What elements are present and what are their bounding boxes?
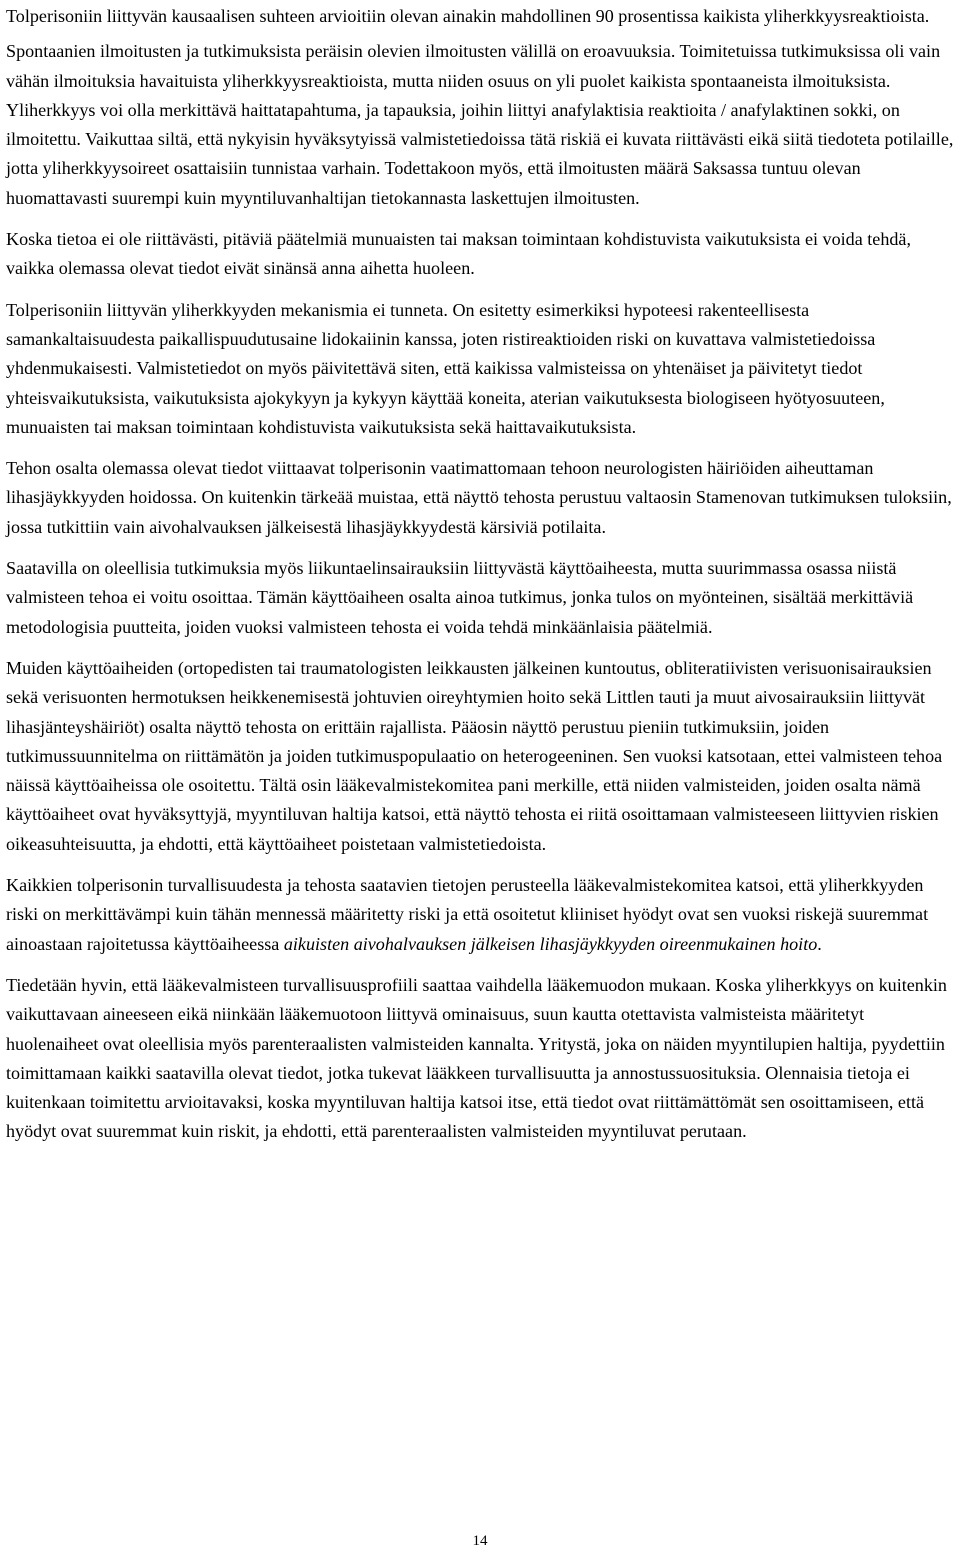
- paragraph-8: [6, 871, 956, 959]
- paragraph-9: Tiedetään hyvin, että lääkevalmisteen turvallisuusprofiili saattaa vaihdella lääkemuodon mukaan. Koska yliherkkyys on kuitenkin vaikuttavaan aineeseen eikä niinkään lääkemuotoon liittyvä ominaisuus, suun kautta otettavista valmisteista määritetyt huolenaiheet ovat oleellisia myös parenteraalisten valmisteiden kannalta. Yritystä, joka on näiden myyntilupien haltija, pyydettiin toimittamaan kaikki saatavilla olevat tiedot, jotka tukevat lääkkeen turvallisuutta ja annostussuosituksia. Olennaisia tietoja ei kuitenkaan toimitettu arvioitavaksi, koska myyntiluvan haltija katsoi itse, että tiedot ovat riittämättömät sen osoittamiseen, että hyödyt ovat suuremmat kuin riskit, ja ehdotti, että parenteraalisten valmisteiden myyntiluvat perutaan.: [6, 974, 947, 1142]
- paragraph-3: Koska tietoa ei ole riittävästi, pitäviä päätelmiä munuaisten tai maksan toimintaan kohdistuvista vaikutuksista ei voida tehdä, vaikka olemassa olevat tiedot eivät sinänsä anna aihetta huoleen.: [6, 229, 911, 279]
- paragraph-8-end: .: [817, 933, 822, 954]
- page-number: 14: [472, 1533, 488, 1549]
- document-page: [6, 2, 956, 1159]
- paragraph-8-italic: aikuisten aivohalvauksen jälkeisen lihasjäykkyyden oireenmukainen hoito: [283, 933, 818, 954]
- paragraph-5: Tehon osalta olemassa olevat tiedot viittaavat tolperisonin vaatimattomaan tehoon neurologisten häiriöiden aiheuttaman lihasjäykkyyden hoidossa. On kuitenkin tärkeää muistaa, että näyttö tehosta perustuu valtaosin Stamenovan tutkimuksen tuloksiin, jossa tutkittiin vain aivohalvauksen jälkeisestä lihasjäykkyydestä kärsiviä potilaita.: [6, 458, 952, 537]
- paragraph-7: Muiden käyttöaiheiden (ortopedisten tai traumatologisten leikkausten jälkeinen kuntoutus, obliteratiivisten verisuonisairauksien sekä verisuonten hermotuksen heikkenemisestä johtuvien oireyhtymien hoito sekä Littlen tauti ja muut aivosairauksiin liittyvät lihasjänteyshäiriöt) osalta näyttö tehosta on erittäin rajallista. Pääosin näyttö perustuu pieniin tutkimuksiin, joiden tutkimussuunnitelma on riittämätön ja joiden tutkimuspopulaatio on heterogeeninen. Sen vuoksi katsotaan, ettei valmisteen tehoa näissä käyttöaiheissa ole osoitettu. Tältä osin lääkevalmistekomitea pani merkille, että niiden valmisteiden, joiden osalta nämä käyttöaiheet ovat hyväksyttyjä, myyntiluvan haltija katsoi, että näyttö tehosta ei riitä osoittamaan valmisteeseen liittyvien riskien oikeasuhteisuutta, ja ehdotti, että käyttöaiheet poistetaan valmistetiedoista.: [6, 657, 943, 854]
- paragraph-2: Spontaanien ilmoitusten ja tutkimuksista peräisin olevien ilmoitusten välillä on eroavuuksia. Toimitetuissa tutkimuksissa oli vain vähän ilmoituksia havaituista yliherkkyysreaktioista, mutta niiden osuus on yli puolet kaikista spontaaneista ilmoituksista. Yliherkkyys voi olla merkittävä haittatapahtuma, ja tapauksia, joihin liittyi anafylaktisia reaktioita / anafylaktinen sokki, on ilmoitettu. Vaikuttaa siltä, että nykyisin hyväksytyissä valmistetiedoissa tätä riskiä ei kuvata riittävästi eikä siitä tiedoteta potilaille, jotta yliherkkyysoireet osattaisiin tunnistaa varhain. Todettakoon myös, että ilmoitusten määrä Saksassa tuntuu olevan huomattavasti suurempi kuin myyntiluvanhaltijan tietokannasta laskettujen ilmoitusten.: [6, 41, 954, 208]
- paragraph-8-text: Kaikkien tolperisonin turvallisuudesta ja tehosta saatavien tietojen perusteella lääkevalmistekomitea katsoi, että yliherkkyyden riski on merkittävämpi kuin tähän mennessä määritetty riski ja että osoitetut kliiniset hyödyt ovat sen vuoksi riskejä suuremmat ainoastaan rajoitetussa käyttöaiheessa: [6, 875, 929, 954]
- paragraph-4: Tolperisoniin liittyvän yliherkkyyden mekanismia ei tunneta. On esitetty esimerkiksi hypoteesi rakenteellisesta samankaltaisuudesta paikallispuudutusaine lidokaiinin kanssa, joten ristireaktioiden riski on kuvattava valmistetiedoissa yhdenmukaisesti. Valmistetiedot on myös päivitettävä siten, että kaikissa valmisteissa on yhtenäiset ja päivitetyt tiedot yhteisvaikutuksista, vaikutuksista ajokykyyn ja kykyyn käyttää koneita, aterian vaikutuksesta biologiseen hyötyosuuteen, munuaisten tai maksan toimintaan kohdistuvista vaikutuksista sekä haittavaikutuksista.: [6, 299, 885, 437]
- paragraph-6: Saatavilla on oleellisia tutkimuksia myös liikuntaelinsairauksiin liittyvästä käyttöaiheesta, mutta suurimmassa osassa niistä valmisteen tehoa ei voitu osoittaa. Tämän käyttöaiheen osalta ainoa tutkimus, jonka tulos on myönteinen, sisältää merkittäviä metodologisia puutteita, joiden vuoksi valmisteen tehosta ei voida tehdä minkäänlaisia päätelmiä.: [6, 558, 914, 637]
- paragraph-1: Tolperisoniin liittyvän kausaalisen suhteen arvioitiin olevan ainakin mahdollinen 90 prosentissa kaikista yliherkkyysreaktioista.: [6, 6, 930, 26]
